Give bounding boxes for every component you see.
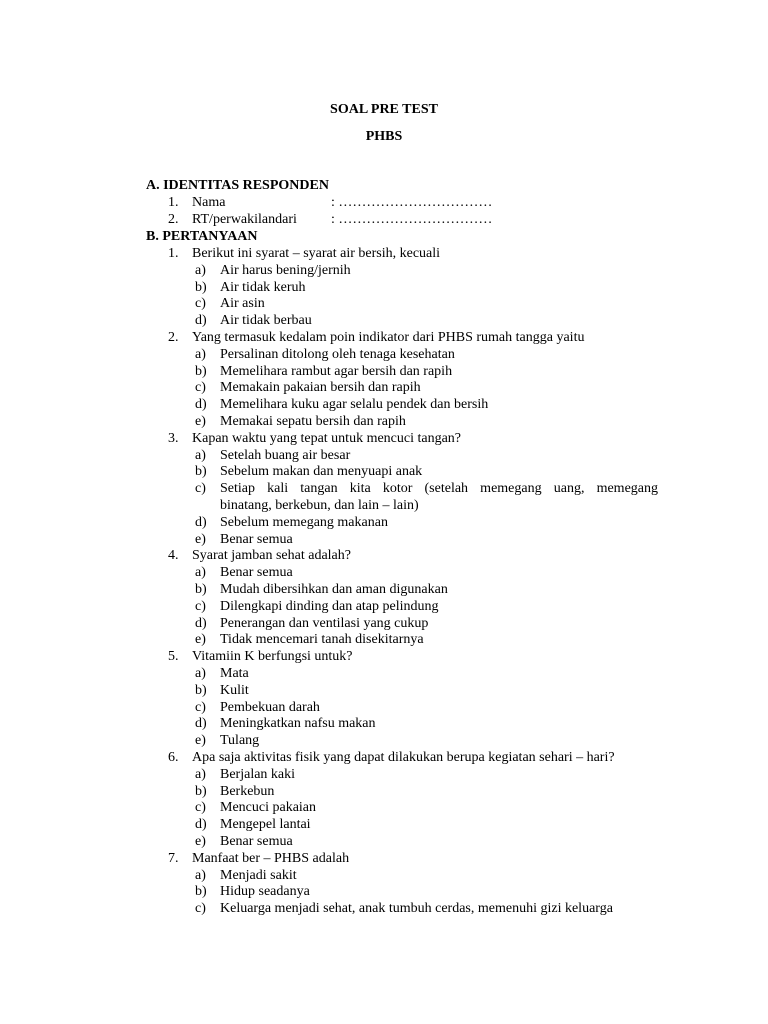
page-subtitle: PHBS [365,129,403,144]
option-letter: d) [195,514,207,530]
option-letter: b) [195,783,207,799]
option-letter: a) [195,766,206,782]
option-continuation [0,498,768,515]
option-a [0,448,768,465]
option-text: Tidak mencemari tanah disekitarnya [220,632,424,648]
option-d [0,817,768,834]
section-a-heading: A. IDENTITAS RESPONDEN [146,178,329,193]
question-text: Apa saja aktivitas fisik yang dapat dilakukan berupa kegiatan sehari – hari? [192,750,615,765]
option-d [0,716,768,733]
option-text: Kulit [220,682,249,698]
question-2 [0,330,768,347]
option-text: Benar semua [220,565,293,581]
option-b [0,364,768,381]
option-letter: b) [195,682,207,698]
option-text: Sebelum makan dan menyuapi anak [220,464,423,480]
option-text: Memelihara kuku agar selalu pendek dan bersih [220,397,489,413]
option-c [0,481,768,498]
option-text: Memakain pakaian bersih dan rapih [220,380,421,396]
option-letter: e) [195,632,206,648]
option-c [0,800,768,817]
option-a [0,666,768,683]
option-text: Air tidak keruh [220,279,306,295]
option-b [0,683,768,700]
option-letter: d) [195,615,207,631]
option-a [0,767,768,784]
option-letter: c) [195,296,206,312]
option-e [0,834,768,851]
option-text: Tulang [220,733,260,749]
option-a [0,347,768,364]
option-letter: e) [195,733,206,749]
question-text: Berikut ini syarat – syarat air bersih, kecuali [192,246,441,261]
option-c [0,380,768,397]
option-letter: a) [195,447,206,463]
option-letter: e) [195,834,206,849]
option-text: Pembekuan darah [220,699,320,715]
option-c [0,599,768,616]
option-letter: d) [195,313,207,329]
option-c [0,700,768,717]
option-text: Mata [220,666,249,681]
option-e [0,632,768,649]
field-label: Nama [192,195,226,210]
option-text: Berkebun [220,783,275,799]
field-number: 2. [168,212,179,227]
option-b [0,884,768,901]
question-number: 5. [168,649,179,665]
option-text: Sebelum memegang makanan [220,514,388,530]
option-letter: a) [195,666,206,681]
option-b [0,784,768,801]
question-number: 1. [168,246,179,261]
option-letter: b) [195,279,207,295]
option-d [0,515,768,532]
page-title: SOAL PRE TEST [330,102,438,117]
question-3 [0,431,768,448]
option-a [0,868,768,885]
option-d [0,397,768,414]
option-letter: e) [195,531,206,547]
option-a [0,565,768,582]
question-1 [0,246,768,263]
option-letter: b) [195,884,207,900]
option-letter: c) [195,800,206,816]
option-letter: b) [195,582,207,597]
option-letter: d) [195,716,207,732]
option-text: Benar semua [220,834,293,849]
question-number: 2. [168,330,179,345]
option-text: Mudah dibersihkan dan aman digunakan [220,582,448,597]
option-text: Keluarga menjadi sehat, anak tumbuh cerdas, memenuhi gizi keluarga [220,901,613,917]
question-text: Syarat jamban sehat adalah? [192,548,351,564]
question-7 [0,851,768,868]
field-rt [0,212,768,229]
option-letter: a) [195,867,206,883]
option-text: Berjalan kaki [220,766,296,782]
question-number: 4. [168,548,179,564]
option-text: Memelihara rambut agar bersih dan rapih [220,363,453,379]
option-text: Penerangan dan ventilasi yang cukup [220,615,429,631]
option-d [0,616,768,633]
option-text: Memakai sepatu bersih dan rapih [220,414,406,429]
option-letter: b) [195,464,207,480]
option-d [0,313,768,330]
option-letter: c) [195,481,206,497]
option-a [0,263,768,280]
question-4 [0,548,768,565]
option-letter: d) [195,397,207,413]
option-c [0,296,768,313]
option-b [0,464,768,481]
option-letter: b) [195,363,207,379]
question-5 [0,649,768,666]
option-text: Setiap kali tangan kita kotor (setelah memegang uang, memegang [220,481,658,497]
field-nama [0,195,768,212]
field-blank: : …………………………… [331,195,493,210]
option-text: Setelah buang air besar [220,447,351,463]
question-text: Manfaat ber – PHBS adalah [192,850,350,866]
option-text: Air asin [220,296,265,312]
option-letter: e) [195,414,206,429]
option-b [0,582,768,599]
option-letter: a) [195,346,206,362]
option-text: Benar semua [220,531,293,547]
option-letter: c) [195,901,206,917]
option-e [0,733,768,750]
option-text: Mengepel lantai [220,817,311,833]
option-text: Menjadi sakit [220,867,297,883]
field-label: RT/perwakilandari [192,212,297,227]
option-e [0,414,768,431]
option-letter: c) [195,699,206,715]
option-e [0,532,768,549]
field-number: 1. [168,195,179,210]
field-blank: : …………………………… [331,212,493,227]
question-number: 3. [168,430,179,446]
option-b [0,280,768,297]
option-letter: a) [195,262,206,278]
question-text: Kapan waktu yang tepat untuk mencuci tangan? [192,430,462,446]
question-number: 7. [168,850,179,866]
option-letter: a) [195,565,206,581]
option-text: Dilengkapi dinding dan atap pelindung [220,598,439,614]
option-text: Air tidak berbau [220,313,312,329]
question-text: Vitamiin K berfungsi untuk? [192,649,353,665]
option-letter: c) [195,380,206,396]
option-text: Air harus bening/jernih [220,262,351,278]
option-text: Hidup seadanya [220,884,310,900]
question-text: Yang termasuk kedalam poin indikator dari PHBS rumah tangga yaitu [192,330,585,345]
option-letter: c) [195,598,206,614]
option-c [0,901,768,918]
question-6 [0,750,768,767]
option-text: Meningkatkan nafsu makan [220,716,376,732]
option-letter: d) [195,817,207,833]
question-number: 6. [168,750,179,765]
section-b-heading: B. PERTANYAAN [146,229,258,244]
option-text-continued: binatang, berkebun, dan lain – lain) [220,498,419,513]
option-text: Mencuci pakaian [220,800,317,816]
option-text: Persalinan ditolong oleh tenaga kesehatan [220,346,455,362]
